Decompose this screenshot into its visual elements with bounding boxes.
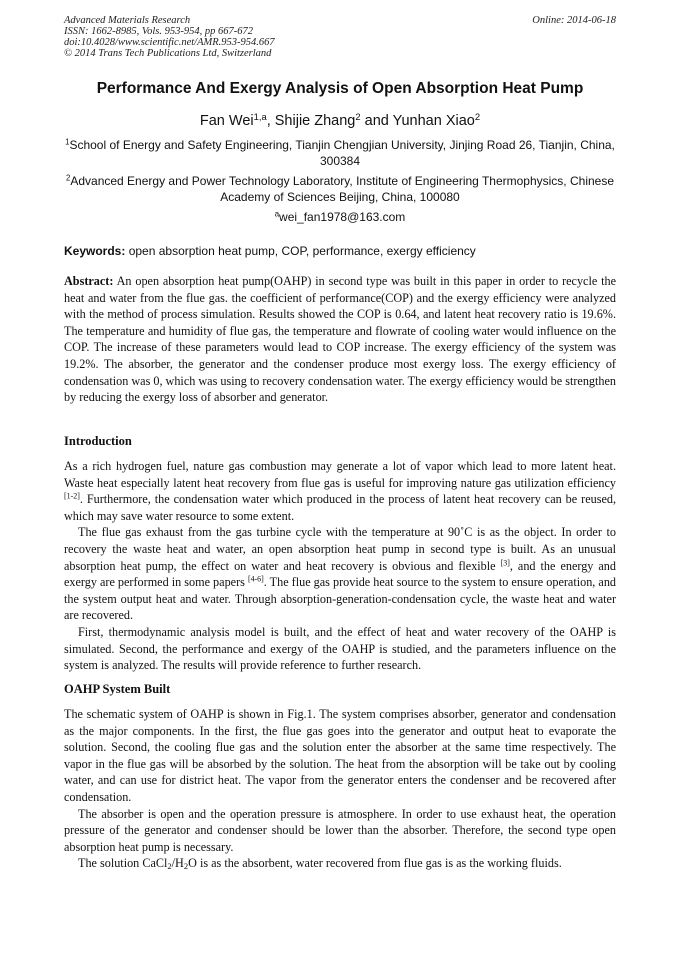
copyright-line: © 2014 Trans Tech Publications Ltd, Switzerland <box>64 48 272 59</box>
author-list <box>64 110 616 129</box>
paper-title: Performance And Exergy Analysis of Open Absorption Heat Pump <box>96 80 584 97</box>
abstract-label: Abstract: <box>64 274 114 288</box>
keywords-text: open absorption heat pump, COP, performance, exergy efficiency <box>125 244 476 258</box>
paragraph: The schematic system of OAHP is shown in Fig.1. The system comprises absorber, generator and condensation as the major components. In the first, the flue gas goes into the generator and output heat to evaporate the solution. Second, the cooling flue gas and the solution enter the absorber at the same time respectively. The vapor in the flue gas will be absorbed by the solution. The heat from the absorption will be take out by cooling water, and can use for district heat. The vapor from the generator enters the condenser and be recovered after condensation. <box>64 707 616 804</box>
email-mark: a <box>274 209 280 219</box>
subscript: 2 <box>167 861 172 872</box>
affiliation-text: School of Energy and Safety Engineering, Tianjin Chengjian University, Jinjing Road 26, Tianjin, China, 300384 <box>69 138 615 168</box>
paragraph-text: , and the energy and exergy are performed in some papers <box>64 558 616 590</box>
issn-line: ISSN: 1662-8985, Vols. 953-954, pp 667-672 <box>64 26 253 37</box>
introduction-heading: Introduction <box>64 434 132 448</box>
citation-ref: [1-2] <box>64 491 80 501</box>
keywords-label: Keywords: <box>64 244 126 258</box>
affiliation-text: Advanced Energy and Power Technology Laboratory, Institute of Engineering Thermophysics, Chinese Academy of Sciences Beijing, China, 100080 <box>70 174 614 204</box>
keywords <box>64 244 616 258</box>
affiliation-2 <box>64 173 616 205</box>
doi-line: doi:10.4028/www.scientific.net/AMR.953-954.667 <box>64 37 275 48</box>
citation-ref: [4-6] <box>247 574 264 584</box>
paragraph <box>64 855 616 872</box>
online-date: Online: 2014-06-18 <box>532 15 616 26</box>
contact-email <box>64 209 616 225</box>
paragraph-text: . Furthermore, the condensation water which produced in the process of latent heat recovery can be reused, which may save water resource to some extent. <box>64 492 616 523</box>
author-name: Shijie Zhang <box>274 113 356 129</box>
subscript: 2 <box>183 861 189 872</box>
author-name: Fan Wei <box>199 113 254 129</box>
author-name: Yunhan Xiao <box>392 113 475 129</box>
author-affiliation-mark: 1,a <box>253 110 267 122</box>
abstract-text: An open absorption heat pump(OAHP) in second type was built in this paper in order to recycle the heat and water from the flue gas. the coefficient of performance(COP) and the exergy efficiency were analyzed with the method of process simulation. Results showed the COP is 0.64, and latent heat recovery ratio is 19.6%. The temperature and humidity of flue gas, the temperature and flowrate of cooling water would influence on the COP. The increase of these parameters would lead to COP increase. The exergy efficiency of the system was 19.2%. The absorber, the generator and the condenser produce most exergy loss. The exergy efficiency of condensation was 0, which was using to recovery condensation water. The exergy efficiency would be strengthen by reducing the exergy loss of absorber and generator. <box>64 274 617 405</box>
citation-ref: [3] <box>500 558 510 568</box>
author-affiliation-mark: 2 <box>355 110 361 122</box>
journal-name: Advanced Materials Research <box>64 15 191 26</box>
affiliation-mark: 2 <box>66 173 71 183</box>
oahp-section-heading: OAHP System Built <box>64 682 171 696</box>
publication-info <box>64 15 616 59</box>
author-affiliation-mark: 2 <box>474 110 481 122</box>
affiliation-mark: 1 <box>65 137 70 147</box>
paragraph <box>64 458 616 524</box>
author-separator: , <box>266 113 275 129</box>
paragraph-text: The flue gas exhaust from the gas turbine cycle with the temperature at 90˚C is as the object. In order to recovery the waste heat and water, an open absorption heat pump in second type is built. As an unusual absorption heat pump, the effect on water and heat recovery is obvious and flexible <box>64 525 616 573</box>
introduction-body <box>64 458 616 674</box>
affiliation-1 <box>64 137 616 169</box>
email-address: wei_fan1978@163.com <box>279 210 406 224</box>
abstract <box>64 273 616 406</box>
paragraph-text: O is as the absorbent, water recovered from flue gas is as the working fluids. <box>188 856 562 871</box>
author-separator: and <box>360 113 393 129</box>
paragraph-text: The solution CaCl <box>78 856 168 871</box>
paragraph-text: As a rich hydrogen fuel, nature gas combustion may generate a lot of vapor which lead to more latent heat. Waste heat especially latent heat recovery from flue gas is useful for improving nature gas utilization efficiency <box>64 459 616 490</box>
paragraph-text: . The flue gas provide heat source to the system to ensure operation, and the system output heat and water. Through absorption-generation-condensation cycle, the waste heat and water are recovered. <box>64 575 617 623</box>
paragraph <box>64 524 616 624</box>
oahp-section-body <box>64 706 616 872</box>
paragraph: First, thermodynamic analysis model is built, and the effect of heat and water recovery of the OAHP is simulated. Second, the performance and exergy of the OAHP is studied, and the parameters influence on the system is analyzed. The results will provide reference to further research. <box>64 624 616 673</box>
paragraph-text: /H <box>171 856 184 871</box>
paragraph: The absorber is open and the operation pressure is atmosphere. In order to use exhaust heat, the operation pressure of the generator and condenser should be lower than the absorber. Therefore, the second type open absorption heat pump is necessary. <box>64 806 616 854</box>
